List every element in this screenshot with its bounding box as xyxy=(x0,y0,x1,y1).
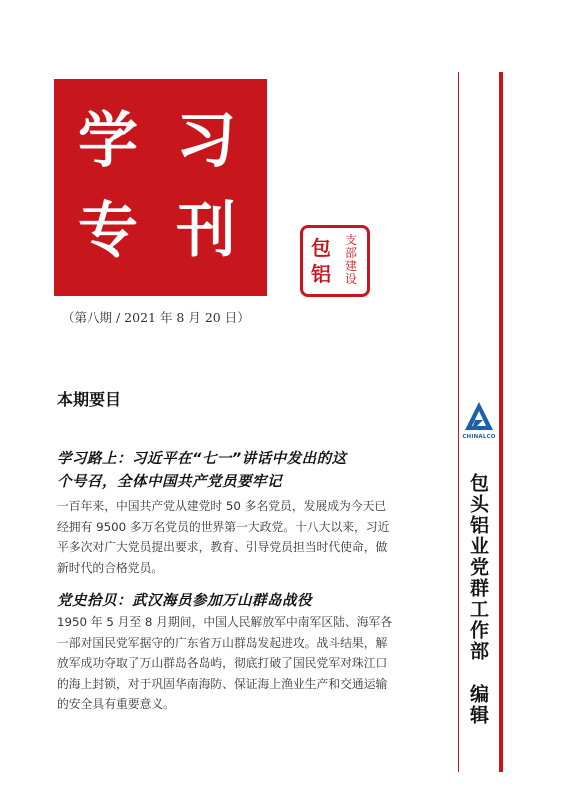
section-2-body xyxy=(57,612,417,715)
title-char-3: 专 xyxy=(78,196,138,266)
publisher-credit xyxy=(465,473,492,726)
seal-char: 铝 xyxy=(311,262,331,286)
title-char-4: 刊 xyxy=(176,196,236,266)
chinalco-logo-icon xyxy=(463,400,495,434)
margin-rule-thick xyxy=(499,72,503,772)
publisher-name: 包头铝业党群工作部 xyxy=(467,473,489,662)
seal-char: 设 xyxy=(345,272,358,286)
section-title-line: 个号召，全体中国共产党员要牢记 xyxy=(57,474,282,490)
section-1-body xyxy=(57,496,417,578)
logo-text: CHINALCO xyxy=(462,434,496,440)
body-line: 新时代的合格党员。 xyxy=(57,560,164,575)
body-line: 平多次对广大党员提出要求，教育、引导党员担当时代使命，做 xyxy=(57,540,388,554)
toc-heading: 本期要目 xyxy=(57,390,122,409)
seal-char: 建 xyxy=(345,259,358,273)
section-1-title xyxy=(57,448,412,494)
section-title-line: 党史拾贝：武汉海员参加万山群岛战役 xyxy=(57,593,312,609)
section-title-line: 学习路上：习近平在“七一”讲话中发出的这 xyxy=(57,451,347,467)
margin-rule-thin xyxy=(458,72,459,772)
body-line: 一部对国民党军据守的广东省万山群岛发起进攻。战斗结果，解 xyxy=(57,635,388,650)
body-line: 的海上封锁，对于巩固华南海防、保证海上渔业生产和交通运输 xyxy=(57,676,388,691)
seal-stamp xyxy=(300,225,370,297)
title-block xyxy=(54,79,267,296)
body-line: 放军成功夺取了万山群岛各岛屿，彻底打破了国民党军对珠江口 xyxy=(57,656,388,670)
issue-date: （第八期 / 2021 年 8 月 20 日） xyxy=(62,310,250,325)
publisher-role: 编辑 xyxy=(467,684,489,726)
title-char-2: 习 xyxy=(176,106,236,176)
body-line: 一百年来，中国共产党从建党时 50 多名党员，发展成为今天已 xyxy=(57,499,387,513)
body-line: 1950 年 5 月至 8 月期间，中国人民解放军中南军区陆、海军各 xyxy=(57,615,393,629)
title-char-1: 学 xyxy=(78,106,138,176)
seal-char: 包 xyxy=(311,236,331,260)
body-line: 的安全具有重要意义。 xyxy=(57,697,175,711)
section-2-title xyxy=(57,590,412,613)
seal-char: 支 xyxy=(345,233,358,247)
seal-char: 部 xyxy=(345,246,358,260)
body-line: 经拥有 9500 多万名党员的世界第一大政党。十八大以来，习近 xyxy=(57,519,390,534)
